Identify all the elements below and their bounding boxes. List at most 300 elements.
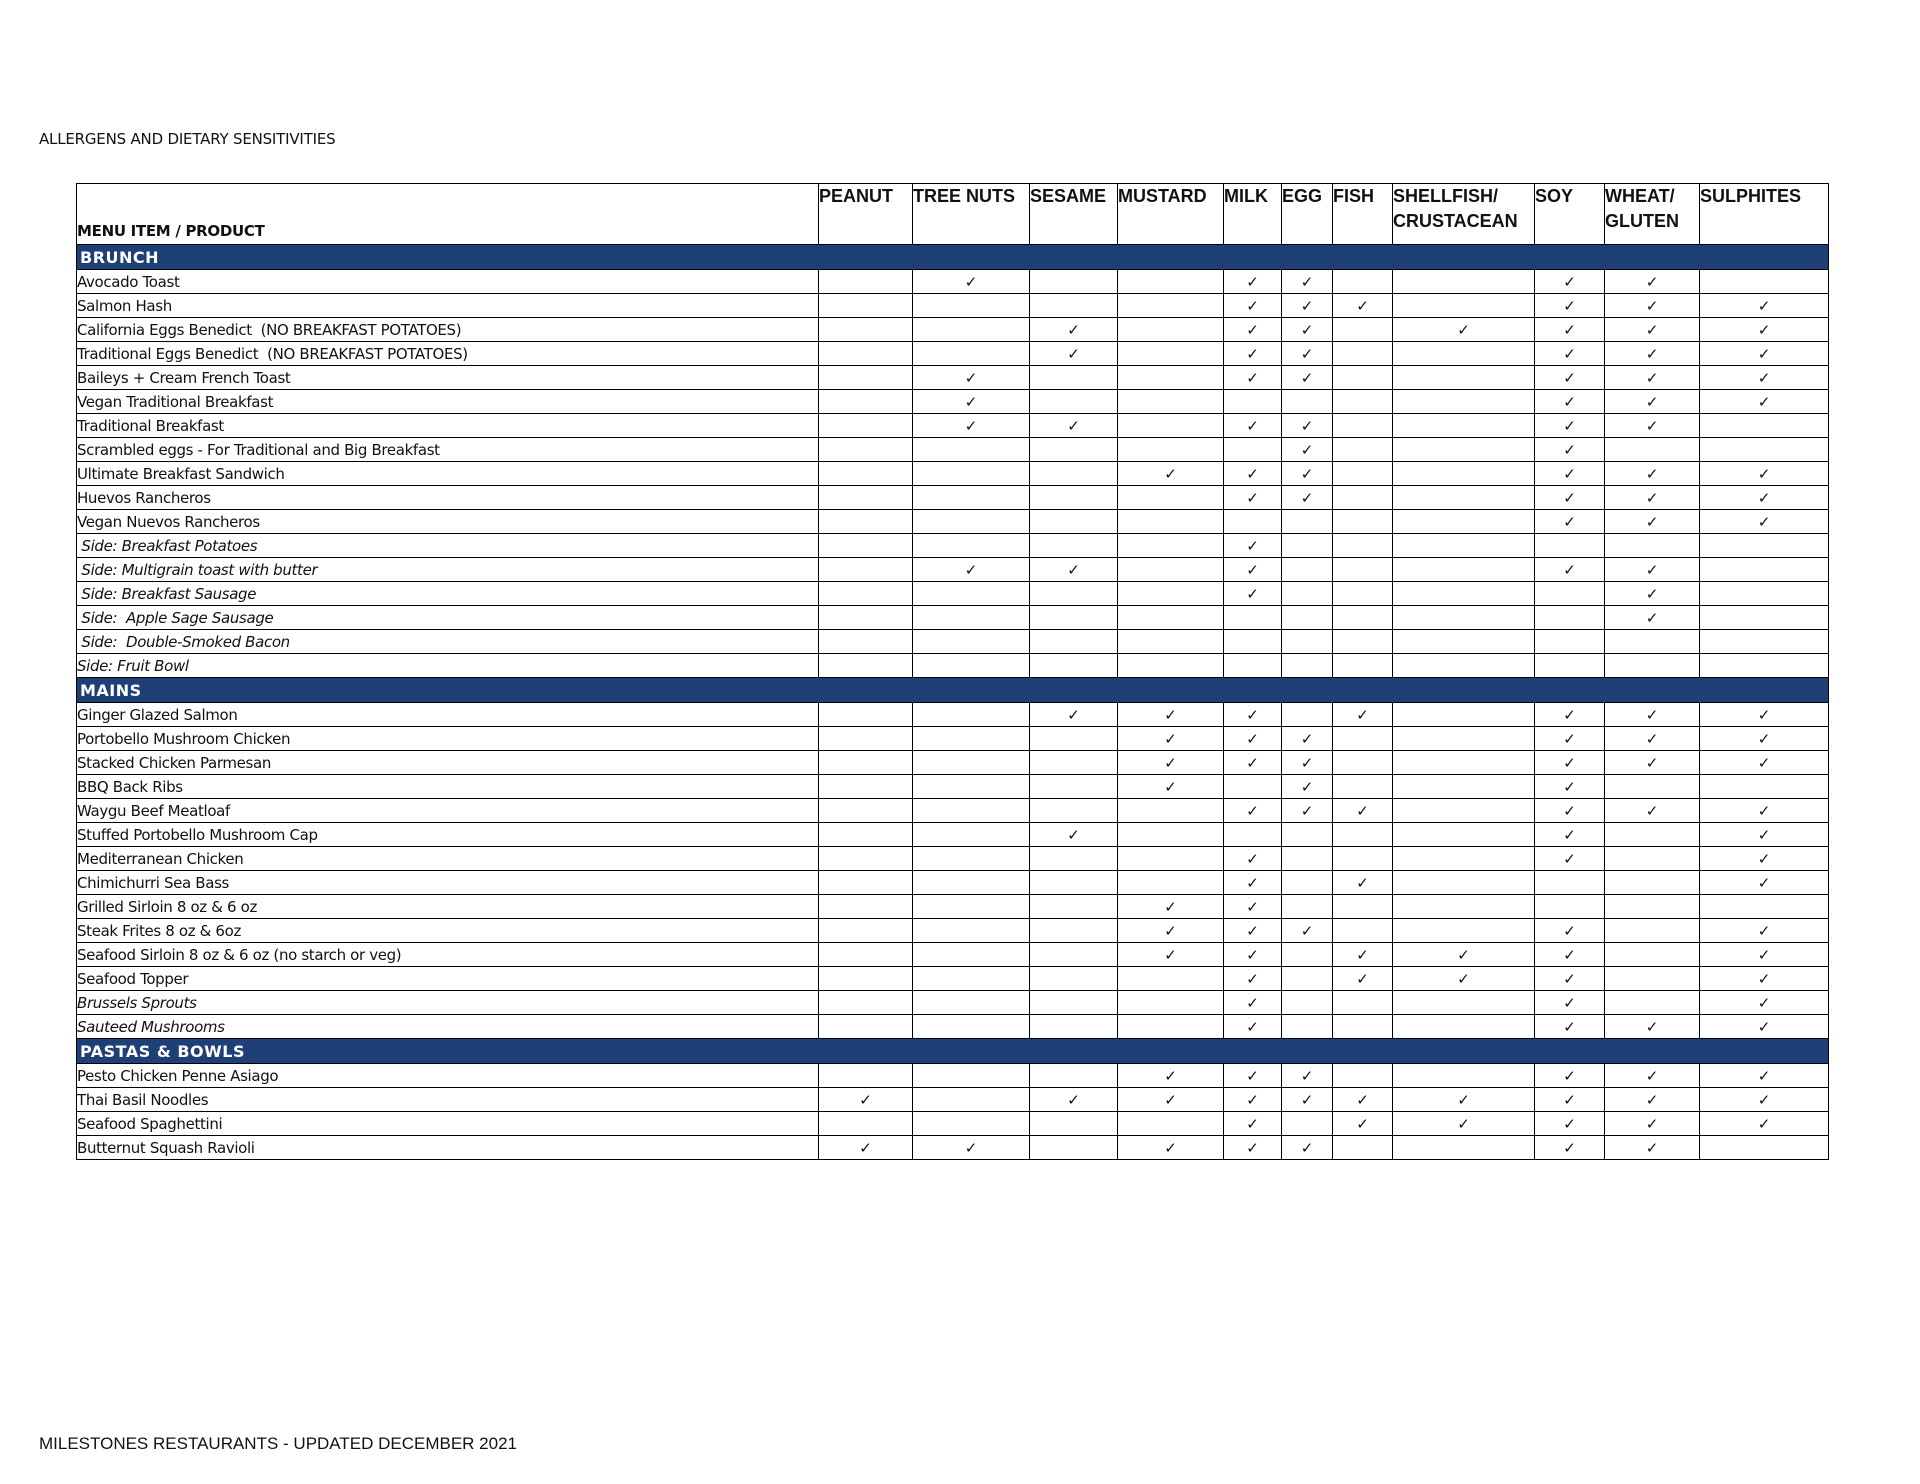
empty-cell: [819, 510, 913, 534]
empty-cell: [1224, 775, 1282, 799]
menu-item-name: Waygu Beef Meatloaf: [77, 799, 819, 823]
check-mark-icon: ✓: [913, 366, 1030, 390]
empty-cell: [819, 1112, 913, 1136]
empty-cell: [819, 270, 913, 294]
table-row: [77, 823, 1829, 847]
empty-cell: [1282, 967, 1333, 991]
empty-cell: [819, 943, 913, 967]
check-mark-icon: ✓: [1224, 462, 1282, 486]
empty-cell: [1700, 414, 1829, 438]
menu-item-name: Portobello Mushroom Chicken: [77, 727, 819, 751]
check-mark-icon: ✓: [1605, 606, 1700, 630]
empty-cell: [819, 414, 913, 438]
empty-cell: [1282, 823, 1333, 847]
table-row: [77, 847, 1829, 871]
empty-cell: [1393, 895, 1535, 919]
allergen-column-header: EGG: [1282, 184, 1333, 245]
check-mark-icon: ✓: [1700, 919, 1829, 943]
empty-cell: [1118, 654, 1224, 678]
empty-cell: [1393, 1015, 1535, 1039]
check-mark-icon: ✓: [913, 390, 1030, 414]
empty-cell: [819, 751, 913, 775]
table-row: [77, 558, 1829, 582]
menu-item-name: Side: Double-Smoked Bacon: [77, 630, 819, 654]
menu-item-name: Baileys + Cream French Toast: [77, 366, 819, 390]
empty-cell: [1030, 1064, 1118, 1088]
table-row: [77, 462, 1829, 486]
check-mark-icon: ✓: [1118, 1136, 1224, 1160]
empty-cell: [1393, 654, 1535, 678]
check-mark-icon: ✓: [1030, 414, 1118, 438]
menu-item-name: California Eggs Benedict (NO BREAKFAST POTATOES): [77, 318, 819, 342]
check-mark-icon: ✓: [1224, 799, 1282, 823]
check-mark-icon: ✓: [1535, 991, 1605, 1015]
empty-cell: [1700, 606, 1829, 630]
empty-cell: [1700, 1136, 1829, 1160]
empty-cell: [1333, 751, 1393, 775]
menu-item-name: Traditional Eggs Benedict (NO BREAKFAST POTATOES): [77, 342, 819, 366]
allergen-column-header: SHELLFISH/ CRUSTACEAN: [1393, 184, 1535, 245]
allergen-table: [76, 183, 1829, 1160]
empty-cell: [1393, 703, 1535, 727]
check-mark-icon: ✓: [1700, 390, 1829, 414]
empty-cell: [1333, 606, 1393, 630]
empty-cell: [1393, 823, 1535, 847]
table-row: [77, 751, 1829, 775]
empty-cell: [1118, 510, 1224, 534]
empty-cell: [913, 510, 1030, 534]
check-mark-icon: ✓: [1224, 703, 1282, 727]
empty-cell: [913, 1112, 1030, 1136]
check-mark-icon: ✓: [1224, 871, 1282, 895]
empty-cell: [1333, 558, 1393, 582]
check-mark-icon: ✓: [1535, 318, 1605, 342]
check-mark-icon: ✓: [1535, 1088, 1605, 1112]
check-mark-icon: ✓: [1605, 510, 1700, 534]
menu-item-name: Salmon Hash: [77, 294, 819, 318]
empty-cell: [1333, 654, 1393, 678]
allergen-column-header: FISH: [1333, 184, 1393, 245]
empty-cell: [1605, 967, 1700, 991]
empty-cell: [819, 919, 913, 943]
check-mark-icon: ✓: [1118, 919, 1224, 943]
empty-cell: [1605, 630, 1700, 654]
empty-cell: [1393, 991, 1535, 1015]
check-mark-icon: ✓: [1282, 1064, 1333, 1088]
check-mark-icon: ✓: [1700, 294, 1829, 318]
check-mark-icon: ✓: [1605, 294, 1700, 318]
table-row: [77, 1112, 1829, 1136]
check-mark-icon: ✓: [1224, 847, 1282, 871]
empty-cell: [913, 943, 1030, 967]
empty-cell: [819, 558, 913, 582]
check-mark-icon: ✓: [1282, 366, 1333, 390]
check-mark-icon: ✓: [1282, 751, 1333, 775]
empty-cell: [1605, 991, 1700, 1015]
empty-cell: [1224, 606, 1282, 630]
menu-item-name: BBQ Back Ribs: [77, 775, 819, 799]
empty-cell: [1333, 1015, 1393, 1039]
menu-item-name: Pesto Chicken Penne Asiago: [77, 1064, 819, 1088]
empty-cell: [913, 799, 1030, 823]
empty-cell: [819, 654, 913, 678]
empty-cell: [913, 534, 1030, 558]
check-mark-icon: ✓: [1030, 558, 1118, 582]
empty-cell: [1282, 534, 1333, 558]
empty-cell: [1535, 630, 1605, 654]
menu-item-name: Ginger Glazed Salmon: [77, 703, 819, 727]
menu-item-name: Ultimate Breakfast Sandwich: [77, 462, 819, 486]
empty-cell: [1030, 486, 1118, 510]
empty-cell: [1535, 606, 1605, 630]
check-mark-icon: ✓: [1605, 751, 1700, 775]
empty-cell: [1118, 606, 1224, 630]
empty-cell: [1393, 1064, 1535, 1088]
check-mark-icon: ✓: [1605, 462, 1700, 486]
empty-cell: [1393, 438, 1535, 462]
empty-cell: [1030, 967, 1118, 991]
empty-cell: [1118, 318, 1224, 342]
check-mark-icon: ✓: [1333, 703, 1393, 727]
table-row: [77, 582, 1829, 606]
check-mark-icon: ✓: [1224, 558, 1282, 582]
check-mark-icon: ✓: [1605, 558, 1700, 582]
empty-cell: [1118, 414, 1224, 438]
empty-cell: [1224, 390, 1282, 414]
table-body: [77, 245, 1829, 1160]
check-mark-icon: ✓: [1224, 967, 1282, 991]
empty-cell: [1605, 775, 1700, 799]
empty-cell: [1393, 534, 1535, 558]
check-mark-icon: ✓: [819, 1088, 913, 1112]
check-mark-icon: ✓: [1030, 823, 1118, 847]
empty-cell: [1700, 438, 1829, 462]
empty-cell: [1393, 462, 1535, 486]
check-mark-icon: ✓: [1535, 823, 1605, 847]
check-mark-icon: ✓: [1605, 703, 1700, 727]
empty-cell: [1333, 510, 1393, 534]
check-mark-icon: ✓: [1030, 703, 1118, 727]
check-mark-icon: ✓: [1700, 318, 1829, 342]
empty-cell: [1118, 270, 1224, 294]
menu-item-name: Steak Frites 8 oz & 6oz: [77, 919, 819, 943]
check-mark-icon: ✓: [1535, 1136, 1605, 1160]
check-mark-icon: ✓: [1535, 1112, 1605, 1136]
empty-cell: [1393, 270, 1535, 294]
empty-cell: [1393, 871, 1535, 895]
check-mark-icon: ✓: [1700, 967, 1829, 991]
menu-item-name: Stacked Chicken Parmesan: [77, 751, 819, 775]
check-mark-icon: ✓: [1535, 438, 1605, 462]
empty-cell: [1224, 510, 1282, 534]
empty-cell: [1282, 1015, 1333, 1039]
empty-cell: [1224, 654, 1282, 678]
check-mark-icon: ✓: [913, 414, 1030, 438]
check-mark-icon: ✓: [1535, 703, 1605, 727]
check-mark-icon: ✓: [1333, 871, 1393, 895]
menu-item-name: Thai Basil Noodles: [77, 1088, 819, 1112]
empty-cell: [819, 486, 913, 510]
empty-cell: [819, 847, 913, 871]
empty-cell: [913, 871, 1030, 895]
check-mark-icon: ✓: [1333, 943, 1393, 967]
menu-item-name: Vegan Nuevos Rancheros: [77, 510, 819, 534]
menu-item-name: Traditional Breakfast: [77, 414, 819, 438]
empty-cell: [1030, 751, 1118, 775]
empty-cell: [1605, 823, 1700, 847]
table-row: [77, 1088, 1829, 1112]
menu-item-name: Seafood Spaghettini: [77, 1112, 819, 1136]
empty-cell: [1333, 414, 1393, 438]
menu-item-name: Avocado Toast: [77, 270, 819, 294]
section-header-row: [77, 245, 1829, 270]
check-mark-icon: ✓: [1030, 318, 1118, 342]
table-row: [77, 342, 1829, 366]
check-mark-icon: ✓: [1118, 462, 1224, 486]
menu-item-name: Stuffed Portobello Mushroom Cap: [77, 823, 819, 847]
check-mark-icon: ✓: [1224, 919, 1282, 943]
table-row: [77, 1136, 1829, 1160]
empty-cell: [913, 438, 1030, 462]
check-mark-icon: ✓: [1333, 294, 1393, 318]
empty-cell: [1118, 486, 1224, 510]
empty-cell: [1333, 1136, 1393, 1160]
check-mark-icon: ✓: [1224, 270, 1282, 294]
empty-cell: [1393, 751, 1535, 775]
empty-cell: [1393, 558, 1535, 582]
check-mark-icon: ✓: [913, 558, 1030, 582]
empty-cell: [1535, 582, 1605, 606]
table-row: [77, 799, 1829, 823]
menu-item-name: Grilled Sirloin 8 oz & 6 oz: [77, 895, 819, 919]
check-mark-icon: ✓: [1282, 919, 1333, 943]
check-mark-icon: ✓: [1535, 727, 1605, 751]
empty-cell: [1333, 534, 1393, 558]
empty-cell: [1333, 775, 1393, 799]
empty-cell: [1282, 871, 1333, 895]
empty-cell: [1333, 486, 1393, 510]
empty-cell: [1030, 847, 1118, 871]
empty-cell: [819, 703, 913, 727]
check-mark-icon: ✓: [1700, 1015, 1829, 1039]
empty-cell: [1333, 991, 1393, 1015]
check-mark-icon: ✓: [1224, 991, 1282, 1015]
empty-cell: [1282, 582, 1333, 606]
allergen-column-header: PEANUT: [819, 184, 913, 245]
empty-cell: [1700, 630, 1829, 654]
check-mark-icon: ✓: [1700, 342, 1829, 366]
table-row: [77, 486, 1829, 510]
check-mark-icon: ✓: [1605, 1064, 1700, 1088]
allergen-column-header: SULPHITES: [1700, 184, 1829, 245]
empty-cell: [1030, 919, 1118, 943]
empty-cell: [913, 1015, 1030, 1039]
empty-cell: [913, 1064, 1030, 1088]
menu-item-name: Brussels Sprouts: [77, 991, 819, 1015]
check-mark-icon: ✓: [1282, 342, 1333, 366]
empty-cell: [913, 462, 1030, 486]
empty-cell: [1118, 390, 1224, 414]
check-mark-icon: ✓: [1282, 799, 1333, 823]
check-mark-icon: ✓: [1333, 1088, 1393, 1112]
empty-cell: [1282, 630, 1333, 654]
empty-cell: [1030, 775, 1118, 799]
section-title: BRUNCH: [77, 245, 1829, 270]
check-mark-icon: ✓: [1224, 366, 1282, 390]
empty-cell: [819, 991, 913, 1015]
menu-item-name: Side: Multigrain toast with butter: [77, 558, 819, 582]
empty-cell: [1030, 582, 1118, 606]
empty-cell: [1030, 294, 1118, 318]
empty-cell: [1333, 1064, 1393, 1088]
check-mark-icon: ✓: [1535, 943, 1605, 967]
empty-cell: [1030, 1015, 1118, 1039]
check-mark-icon: ✓: [1535, 558, 1605, 582]
check-mark-icon: ✓: [1282, 462, 1333, 486]
empty-cell: [1393, 847, 1535, 871]
empty-cell: [913, 775, 1030, 799]
empty-cell: [1393, 1136, 1535, 1160]
check-mark-icon: ✓: [1224, 1015, 1282, 1039]
empty-cell: [913, 654, 1030, 678]
check-mark-icon: ✓: [1700, 991, 1829, 1015]
empty-cell: [1030, 1112, 1118, 1136]
check-mark-icon: ✓: [1535, 751, 1605, 775]
empty-cell: [913, 847, 1030, 871]
check-mark-icon: ✓: [1224, 895, 1282, 919]
footer-text: MILESTONES RESTAURANTS - UPDATED DECEMBER 2021: [39, 1434, 517, 1453]
allergen-column-header: WHEAT/ GLUTEN: [1605, 184, 1700, 245]
check-mark-icon: ✓: [1118, 895, 1224, 919]
empty-cell: [819, 823, 913, 847]
menu-item-name: Chimichurri Sea Bass: [77, 871, 819, 895]
empty-cell: [913, 751, 1030, 775]
empty-cell: [913, 991, 1030, 1015]
check-mark-icon: ✓: [1700, 366, 1829, 390]
check-mark-icon: ✓: [1333, 799, 1393, 823]
empty-cell: [913, 895, 1030, 919]
empty-cell: [1118, 294, 1224, 318]
check-mark-icon: ✓: [1605, 582, 1700, 606]
empty-cell: [1605, 847, 1700, 871]
check-mark-icon: ✓: [1700, 1112, 1829, 1136]
table-row: [77, 1064, 1829, 1088]
check-mark-icon: ✓: [1282, 318, 1333, 342]
check-mark-icon: ✓: [1224, 318, 1282, 342]
check-mark-icon: ✓: [913, 1136, 1030, 1160]
check-mark-icon: ✓: [1224, 1088, 1282, 1112]
empty-cell: [1118, 558, 1224, 582]
empty-cell: [1118, 582, 1224, 606]
empty-cell: [1393, 727, 1535, 751]
check-mark-icon: ✓: [1700, 462, 1829, 486]
empty-cell: [1700, 534, 1829, 558]
check-mark-icon: ✓: [1282, 775, 1333, 799]
empty-cell: [1118, 823, 1224, 847]
table-row: [77, 775, 1829, 799]
check-mark-icon: ✓: [1535, 1015, 1605, 1039]
empty-cell: [913, 727, 1030, 751]
empty-cell: [1282, 703, 1333, 727]
check-mark-icon: ✓: [1535, 799, 1605, 823]
check-mark-icon: ✓: [1224, 534, 1282, 558]
empty-cell: [1605, 943, 1700, 967]
empty-cell: [1118, 1112, 1224, 1136]
check-mark-icon: ✓: [1605, 342, 1700, 366]
empty-cell: [1333, 630, 1393, 654]
table-row: [77, 414, 1829, 438]
check-mark-icon: ✓: [1333, 967, 1393, 991]
check-mark-icon: ✓: [1700, 486, 1829, 510]
check-mark-icon: ✓: [1224, 414, 1282, 438]
table-row: [77, 606, 1829, 630]
check-mark-icon: ✓: [1605, 366, 1700, 390]
check-mark-icon: ✓: [819, 1136, 913, 1160]
empty-cell: [1333, 895, 1393, 919]
table-row: [77, 294, 1829, 318]
check-mark-icon: ✓: [1700, 847, 1829, 871]
menu-item-name: Side: Breakfast Sausage: [77, 582, 819, 606]
empty-cell: [1030, 654, 1118, 678]
check-mark-icon: ✓: [1700, 871, 1829, 895]
check-mark-icon: ✓: [1118, 751, 1224, 775]
check-mark-icon: ✓: [1700, 703, 1829, 727]
table-row: [77, 895, 1829, 919]
check-mark-icon: ✓: [1535, 775, 1605, 799]
empty-cell: [1282, 991, 1333, 1015]
check-mark-icon: ✓: [1393, 318, 1535, 342]
table-row: [77, 510, 1829, 534]
empty-cell: [1030, 366, 1118, 390]
empty-cell: [1605, 534, 1700, 558]
empty-cell: [913, 606, 1030, 630]
check-mark-icon: ✓: [1030, 1088, 1118, 1112]
empty-cell: [1030, 871, 1118, 895]
empty-cell: [819, 630, 913, 654]
empty-cell: [819, 342, 913, 366]
menu-item-name: Scrambled eggs - For Traditional and Big Breakfast: [77, 438, 819, 462]
empty-cell: [1393, 486, 1535, 510]
table-row: [77, 366, 1829, 390]
check-mark-icon: ✓: [1224, 1136, 1282, 1160]
check-mark-icon: ✓: [1535, 390, 1605, 414]
empty-cell: [1118, 438, 1224, 462]
check-mark-icon: ✓: [1605, 1136, 1700, 1160]
empty-cell: [1118, 991, 1224, 1015]
empty-cell: [1605, 654, 1700, 678]
empty-cell: [1030, 943, 1118, 967]
table-row: [77, 654, 1829, 678]
check-mark-icon: ✓: [1535, 414, 1605, 438]
check-mark-icon: ✓: [1224, 486, 1282, 510]
empty-cell: [1118, 1015, 1224, 1039]
check-mark-icon: ✓: [1700, 751, 1829, 775]
check-mark-icon: ✓: [913, 270, 1030, 294]
check-mark-icon: ✓: [1282, 270, 1333, 294]
check-mark-icon: ✓: [1333, 1112, 1393, 1136]
check-mark-icon: ✓: [1224, 342, 1282, 366]
table-row: [77, 991, 1829, 1015]
table-row: [77, 438, 1829, 462]
empty-cell: [1118, 366, 1224, 390]
empty-cell: [819, 294, 913, 318]
empty-cell: [1030, 462, 1118, 486]
empty-cell: [1393, 606, 1535, 630]
empty-cell: [1030, 270, 1118, 294]
allergen-column-header: TREE NUTS: [913, 184, 1030, 245]
empty-cell: [1118, 630, 1224, 654]
check-mark-icon: ✓: [1393, 943, 1535, 967]
